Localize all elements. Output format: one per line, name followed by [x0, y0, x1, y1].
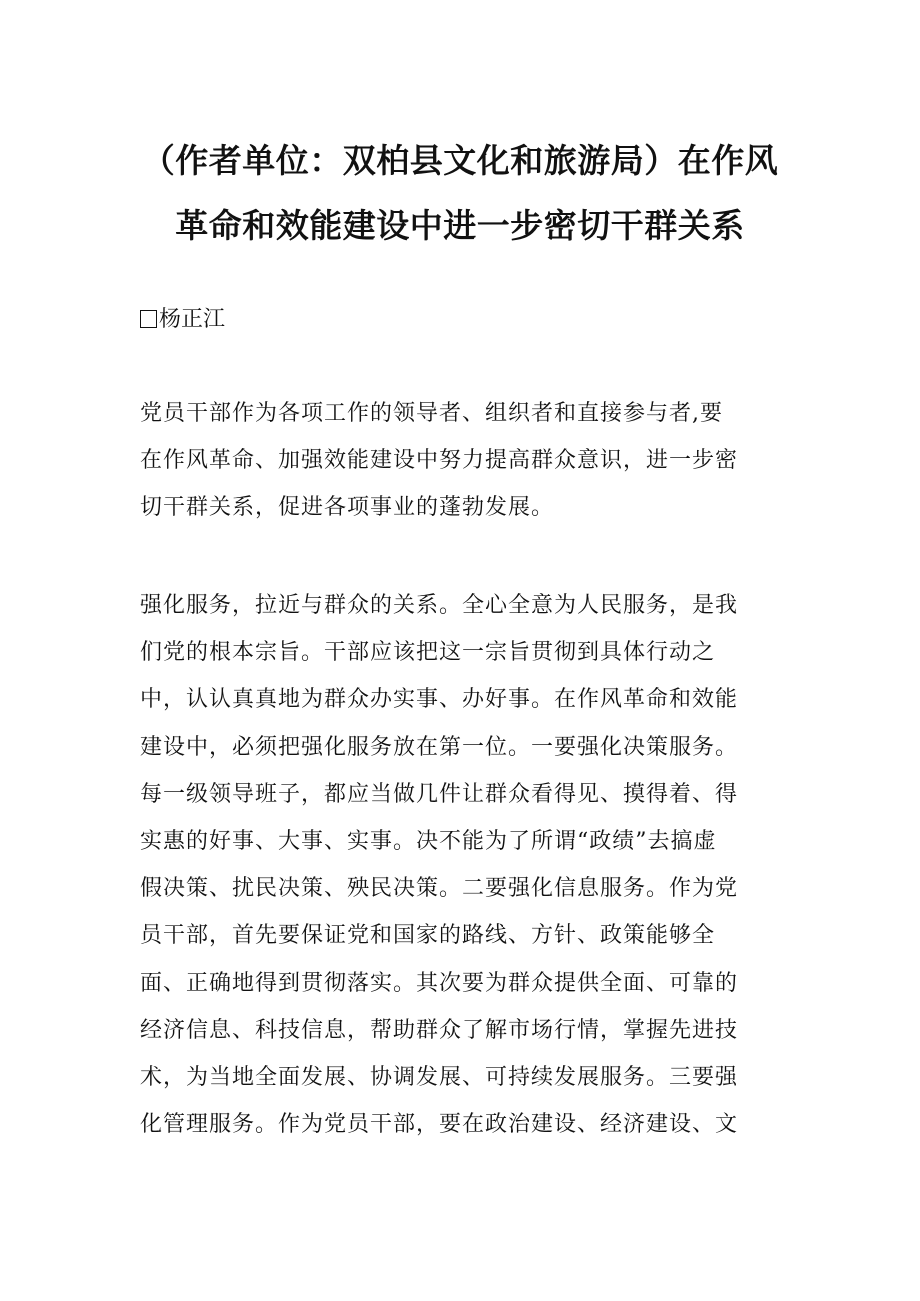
- paragraph-line: 切干群关系，促进各项事业的蓬勃发展。: [140, 495, 555, 520]
- paragraph-line: 中，认认真真地为群众办实事、办好事。在作风革命和效能: [140, 687, 739, 713]
- paragraph-line: 经济信息、科技信息，帮助群众了解市场行情，掌握先进技: [140, 1017, 739, 1043]
- paragraph-line: 实惠的好事、大事、实事。决不能为了所谓“政绩”去搞虚: [140, 829, 717, 855]
- intro-paragraph: [140, 390, 790, 531]
- author-name: 杨正江: [159, 307, 226, 332]
- document-title: [110, 128, 810, 258]
- paragraph-line: 假决策、扰民决策、殃民决策。二要强化信息服务。作为党: [140, 876, 739, 902]
- title-line: 革命和效能建设中进一步密切干群关系: [175, 206, 745, 245]
- paragraph-line: 强化服务，拉近与群众的关系。全心全意为人民服务，是我: [140, 593, 739, 618]
- paragraph-line: 术，为当地全面发展、协调发展、可持续发展服务。三要强: [140, 1065, 739, 1091]
- box-icon: [140, 310, 157, 328]
- paragraph-line: 们党的根本宗旨。干部应该把这一宗旨贯彻到具体行动之: [140, 640, 716, 666]
- paragraph-line: 面、正确地得到贯彻落实。其次要为群众提供全面、可靠的: [140, 970, 739, 996]
- paragraph-line: 党员干部作为各项工作的领导者、组织者和直接参与者,要: [140, 401, 723, 426]
- title-line: （作者单位：双柏县文化和旅游局）在作风: [141, 141, 779, 180]
- paragraph-line: 化管理服务。作为党员干部，要在政治建设、经济建设、文: [140, 1112, 739, 1138]
- paragraph-line: 员干部，首先要保证党和国家的路线、方针、政策能够全: [140, 923, 716, 949]
- paragraph-line: 建设中，必须把强化服务放在第一位。一要强化决策服务。: [140, 734, 739, 760]
- byline: [140, 302, 225, 338]
- paragraph-line: 在作风革命、加强效能建设中努力提高群众意识，进一步密: [140, 448, 739, 473]
- paragraph-line: 每一级领导班子，都应当做几件让群众看得见、摸得着、得: [140, 781, 739, 807]
- body-paragraph: [140, 582, 790, 1148]
